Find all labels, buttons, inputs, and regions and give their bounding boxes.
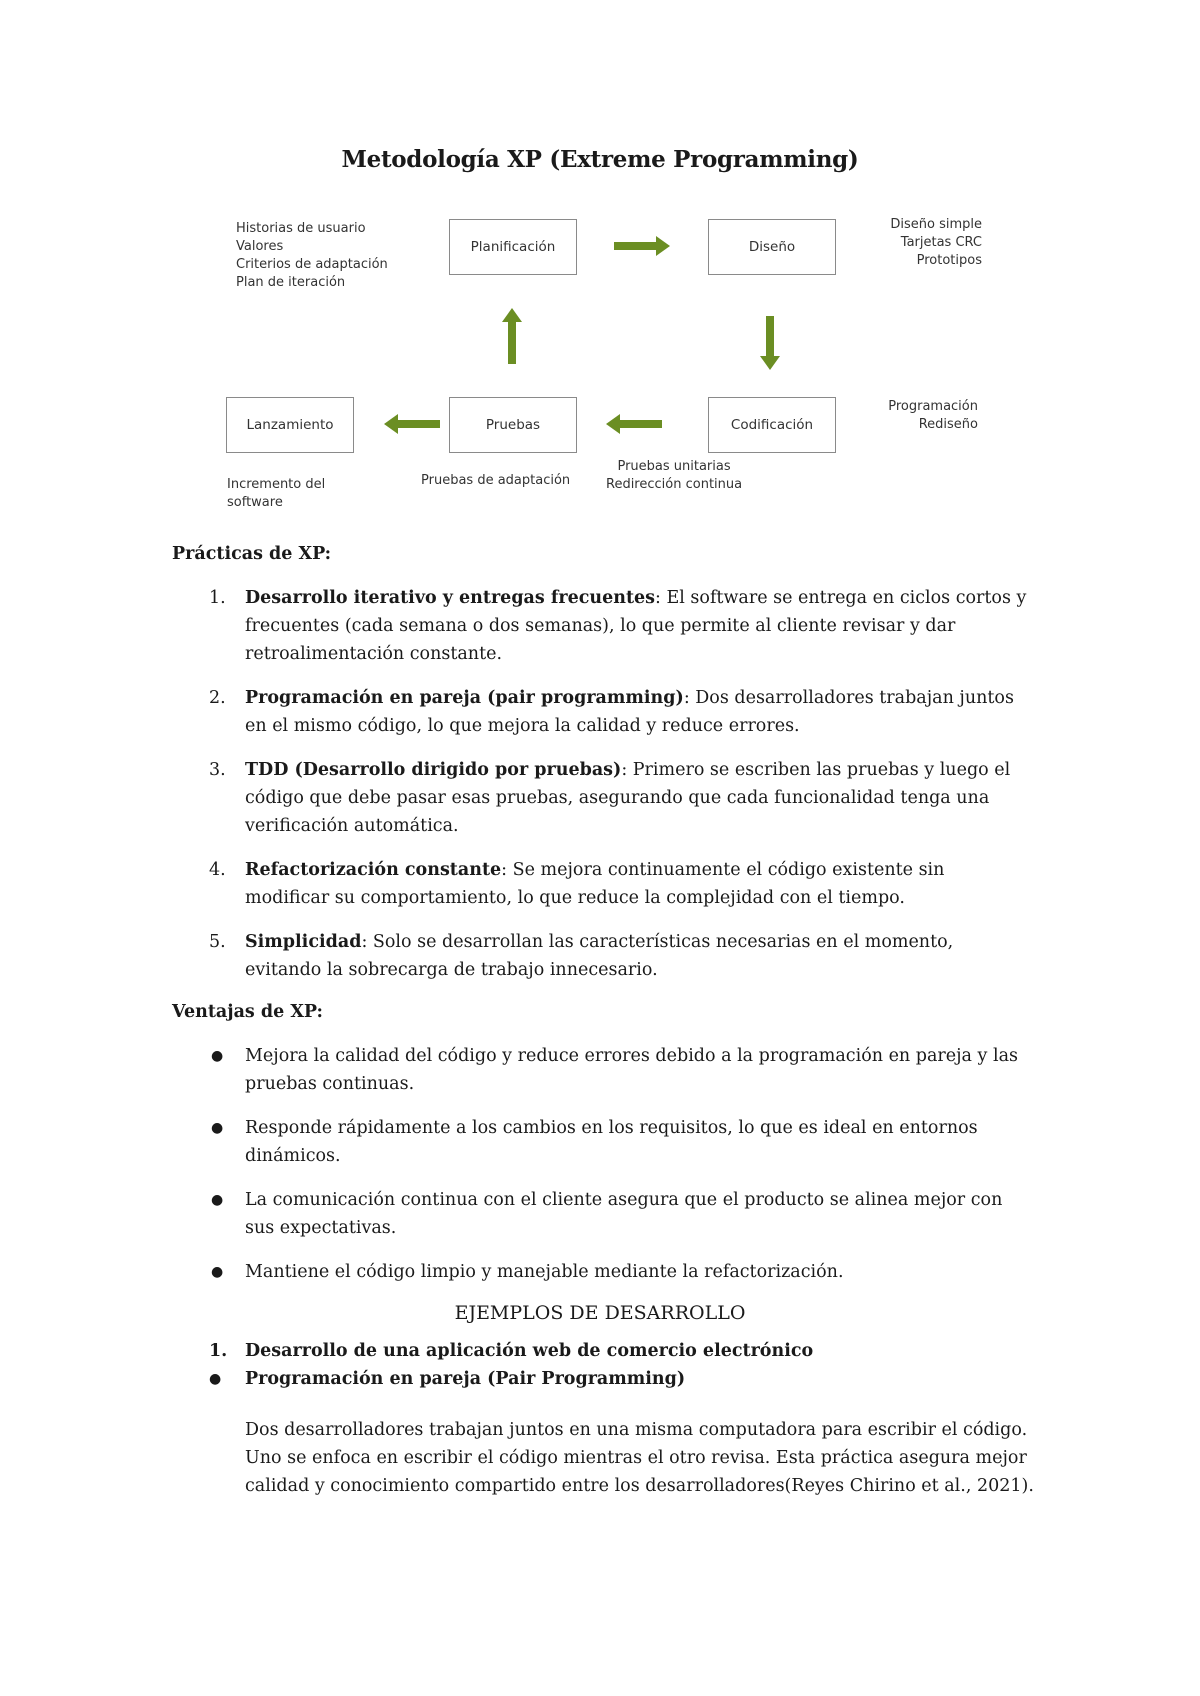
box-lanzamiento: Lanzamiento bbox=[226, 397, 354, 453]
item-text: : Solo se desarrollan las características necesarias en el momento, evitando la sobrecarga de trabajo innecesario. bbox=[245, 932, 954, 980]
arrow-down-icon bbox=[758, 316, 782, 372]
note-line: Prototipos bbox=[916, 253, 982, 268]
item-text: Mejora la calidad del código y reduce errores debido a la programación en pareja y las pruebas continuas. bbox=[245, 1046, 1019, 1094]
list-item bbox=[172, 1114, 1032, 1170]
arrow-up-icon bbox=[500, 308, 524, 364]
practicas-heading: Prácticas de XP: bbox=[172, 544, 332, 564]
list-item bbox=[172, 756, 1032, 840]
bullet-icon: ● bbox=[211, 1192, 224, 1208]
bullet-icon: ● bbox=[211, 1048, 224, 1064]
document-title: Metodología XP (Extreme Programming) bbox=[341, 146, 859, 173]
lanzamiento-notes bbox=[227, 476, 325, 512]
item-text: : Dos desarrolladores trabajan juntos en el mismo código, lo que mejora la calidad y reduce errores. bbox=[245, 688, 1014, 736]
note-line: Historias de usuario bbox=[236, 221, 366, 236]
item-number: 1. bbox=[209, 1341, 228, 1361]
item-title: TDD (Desarrollo dirigido por pruebas) bbox=[245, 760, 622, 780]
diseno-notes bbox=[890, 216, 982, 270]
list-item bbox=[172, 584, 1032, 668]
note-line: Programación bbox=[888, 399, 978, 414]
box-diseno: Diseño bbox=[708, 219, 836, 275]
arrow-right-icon bbox=[614, 234, 672, 258]
box-pruebas: Pruebas bbox=[449, 397, 577, 453]
item-number: 3. bbox=[209, 760, 226, 780]
box-codificacion: Codificación bbox=[708, 397, 836, 453]
item-text: Responde rápidamente a los cambios en los requisitos, lo que es ideal en entornos dinámicos. bbox=[245, 1118, 978, 1166]
note-line: Plan de iteración bbox=[236, 275, 346, 290]
note-line: Redirección continua bbox=[606, 477, 743, 492]
bullet-icon: ● bbox=[209, 1371, 222, 1387]
item-text: Mantiene el código limpio y manejable mediante la refactorización. bbox=[245, 1262, 844, 1282]
arrow-left-icon bbox=[606, 412, 662, 436]
pruebas-note: Pruebas de adaptación bbox=[421, 473, 571, 488]
item-number: 4. bbox=[209, 860, 226, 880]
item-number: 1. bbox=[209, 588, 226, 608]
practicas-list bbox=[172, 584, 1032, 1000]
item-text: : Primero se escriben las pruebas y luego el código que debe pasar esas pruebas, asegurando que cada funcionalidad tenga una verificación automática. bbox=[245, 760, 1011, 836]
ventajas-heading: Ventajas de XP: bbox=[172, 1002, 323, 1022]
box-planificacion: Planificación bbox=[449, 219, 577, 275]
example-subitem bbox=[209, 1365, 686, 1393]
bullet-icon: ● bbox=[211, 1264, 224, 1280]
note-line: Valores bbox=[236, 239, 284, 254]
note-line: Rediseño bbox=[918, 417, 978, 432]
item-text: La comunicación continua con el cliente asegura que el producto se alinea mejor con sus expectativas. bbox=[245, 1190, 1003, 1238]
list-item bbox=[172, 1042, 1032, 1098]
list-item bbox=[172, 856, 1032, 912]
bullet-icon: ● bbox=[211, 1120, 224, 1136]
list-item bbox=[172, 1186, 1032, 1242]
note-line: Criterios de adaptación bbox=[236, 257, 388, 272]
note-line: Incremento del bbox=[227, 477, 326, 492]
ejemplos-heading: EJEMPLOS DE DESARROLLO bbox=[454, 1302, 746, 1324]
item-number: 2. bbox=[209, 688, 226, 708]
item-text: : El software se entrega en ciclos cortos y frecuentes (cada semana o dos semanas), lo que permite al cliente revisar y dar retroalimentación constante. bbox=[245, 588, 1027, 664]
example-title: Desarrollo de una aplicación web de comercio electrónico bbox=[245, 1341, 814, 1361]
note-line: software bbox=[227, 495, 283, 510]
list-item bbox=[172, 928, 1032, 984]
subitem-title: Programación en pareja (Pair Programming) bbox=[245, 1369, 686, 1389]
item-text: : Se mejora continuamente el código existente sin modificar su comportamiento, lo que reduce la complejidad con el tiempo. bbox=[245, 860, 945, 908]
planificacion-notes bbox=[236, 220, 388, 292]
codificacion-notes bbox=[888, 398, 978, 434]
ventajas-list bbox=[172, 1042, 1032, 1302]
xp-cycle-diagram bbox=[218, 208, 982, 518]
note-line: Pruebas unitarias bbox=[617, 459, 731, 474]
note-line: Diseño simple bbox=[890, 217, 982, 232]
item-number: 5. bbox=[209, 932, 226, 952]
arrow-left-icon bbox=[384, 412, 440, 436]
item-title: Desarrollo iterativo y entregas frecuentes bbox=[245, 588, 656, 608]
pruebas-unitarias-notes bbox=[606, 458, 742, 494]
note-line: Tarjetas CRC bbox=[900, 235, 982, 250]
example-item bbox=[172, 1337, 1032, 1365]
item-title: Programación en pareja (pair programming) bbox=[245, 688, 684, 708]
item-title: Simplicidad bbox=[245, 932, 362, 952]
list-item bbox=[172, 684, 1032, 740]
item-title: Refactorización constante bbox=[245, 860, 502, 880]
list-item bbox=[172, 1258, 1032, 1286]
example-paragraph: Dos desarrolladores trabajan juntos en una misma computadora para escribir el código. Uno se enfoca en escribir el código mientras el otro revisa. Esta práctica asegura mejor calidad y conocimiento compartido entre los desarrolladores(Reyes Chirino et al., 2021). bbox=[245, 1420, 1034, 1496]
